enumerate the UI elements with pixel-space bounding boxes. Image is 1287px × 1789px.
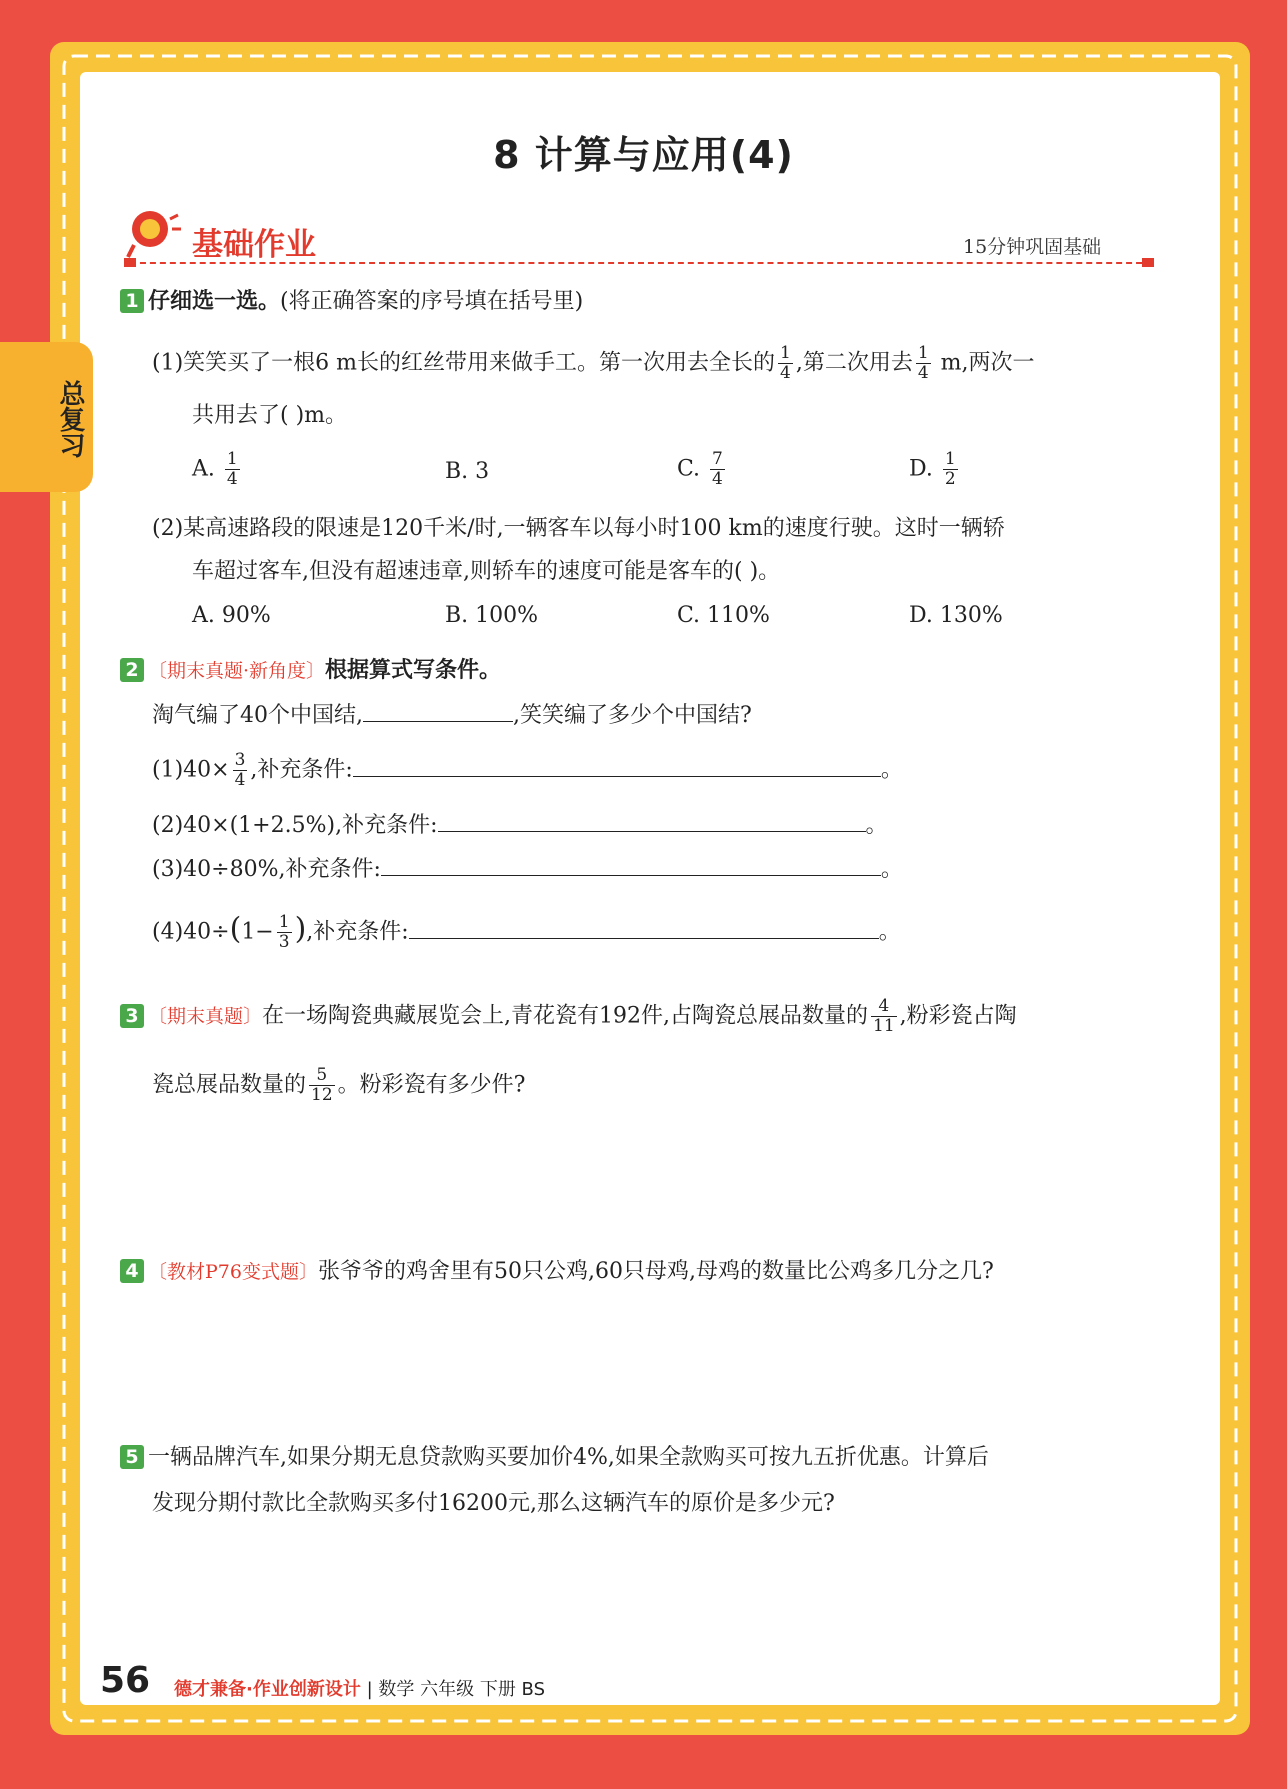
q4-line xyxy=(120,1257,994,1287)
option-label: A. xyxy=(192,456,215,482)
fraction xyxy=(871,997,897,1036)
answer-blank[interactable] xyxy=(409,918,879,939)
fraction xyxy=(277,913,292,952)
footer-text xyxy=(174,1675,545,1701)
footer-brand: 德才兼备·作业创新设计 xyxy=(174,1679,361,1700)
option-label: B. xyxy=(445,603,469,628)
page-number: 56 xyxy=(100,1660,151,1701)
q1-p2-option-b xyxy=(445,601,538,631)
q4-number: 4 xyxy=(120,1259,144,1283)
q5-number: 5 xyxy=(120,1445,144,1469)
q1-p1-option-d xyxy=(909,450,961,489)
q3-line2 xyxy=(152,1066,525,1105)
q2-item-end: 。 xyxy=(865,813,888,838)
footer-info: 数学 六年级 下册 BS xyxy=(378,1679,546,1700)
q4-text: 张爷爷的鸡舍里有50只公鸡,60只母鸡,母鸡的数量比公鸡多几分之几? xyxy=(317,1259,994,1284)
q1-p1-option-b xyxy=(445,457,489,487)
q2-item-text: ,补充条件: xyxy=(250,757,353,783)
option-value: 130% xyxy=(939,603,1003,628)
fraction-denominator: 4 xyxy=(226,469,238,489)
page-title: 8 计算与应用(4) xyxy=(493,133,794,177)
fraction-numerator: 1 xyxy=(226,449,238,469)
q2-item-1 xyxy=(152,751,903,790)
option-label: C. xyxy=(677,603,701,628)
q3-number: 3 xyxy=(120,1004,144,1028)
option-label: D. xyxy=(909,456,933,482)
fraction-denominator: 11 xyxy=(873,1016,895,1036)
q1-head: 仔细选一选。 xyxy=(148,289,281,314)
fraction-numerator: 7 xyxy=(712,449,723,469)
q1-instruction: (将正确答案的序号填在括号里) xyxy=(280,289,584,314)
q3-line1 xyxy=(120,997,1017,1036)
lightbulb-icon xyxy=(120,205,182,259)
paren-open: ( xyxy=(229,911,242,947)
fraction-numerator: 1 xyxy=(917,343,929,363)
q2-head: 根据算式写条件。 xyxy=(325,658,502,683)
divider-cap-right xyxy=(1142,258,1154,267)
paren-close: ) xyxy=(294,911,307,947)
q2-tag: 〔期末真题·新角度〕 xyxy=(148,660,326,682)
q2-item-end: 。 xyxy=(880,757,903,783)
q2-item-text: (4)40÷ xyxy=(152,919,230,945)
q2-item-text: (3)40÷80%,补充条件: xyxy=(152,857,381,882)
q1-number: 1 xyxy=(120,289,144,313)
fraction-numerator: 3 xyxy=(234,750,246,770)
option-value: 90% xyxy=(221,603,271,628)
q2-item-end: 。 xyxy=(878,919,901,945)
fraction xyxy=(710,450,725,489)
fraction-numerator: 1 xyxy=(278,912,290,932)
fraction-denominator: 4 xyxy=(780,363,791,383)
q1-p2-option-a xyxy=(192,601,271,631)
q2-heading xyxy=(120,656,501,686)
fraction-denominator: 12 xyxy=(311,1085,333,1105)
fraction xyxy=(309,1066,335,1105)
section-title: 基础作业 xyxy=(192,227,316,263)
q2-item-end: 。 xyxy=(880,857,903,882)
fraction-numerator: 1 xyxy=(780,343,791,363)
answer-blank[interactable] xyxy=(438,811,866,832)
option-label: D. xyxy=(909,603,933,628)
fraction xyxy=(778,344,793,383)
q2-item-3 xyxy=(152,855,903,885)
q1-p2-option-c xyxy=(677,601,770,631)
q3-text: 。粉彩瓷有多少件? xyxy=(337,1072,526,1098)
q5-text: 一辆品牌汽车,如果分期无息贷款购买要加价4%,如果全款购买可按九五折优惠。计算后 xyxy=(148,1445,989,1470)
q1-p2-option-d xyxy=(909,601,1003,631)
section-divider xyxy=(130,262,1152,264)
side-tab-label: 总复习 xyxy=(55,380,85,458)
q1-p2-line2: 车超过客车,但没有超速违章,则轿车的速度可能是客车的( )。 xyxy=(192,559,781,584)
q1-p1-text: m,两次一 xyxy=(933,350,1035,376)
q2-number: 2 xyxy=(120,658,144,682)
fraction-denominator: 4 xyxy=(917,363,929,383)
q2-item-text: (1)40× xyxy=(152,757,230,783)
answer-blank[interactable] xyxy=(381,855,881,876)
fraction xyxy=(233,751,248,790)
fraction xyxy=(916,344,931,383)
q2-stem-blank[interactable] xyxy=(363,701,513,722)
q4-tag: 〔教材P76变式题〕 xyxy=(148,1261,318,1283)
option-value: 100% xyxy=(475,603,539,628)
q3-text: 瓷总展品数量的 xyxy=(152,1072,307,1098)
fraction-numerator: 1 xyxy=(944,449,956,469)
section-note: 15分钟巩固基础 xyxy=(963,236,1102,258)
answer-blank[interactable] xyxy=(353,756,881,777)
q2-item-text: ,补充条件: xyxy=(306,919,409,945)
fraction-denominator: 3 xyxy=(278,932,290,952)
fraction-denominator: 4 xyxy=(234,770,246,790)
fraction xyxy=(943,450,958,489)
q1-heading xyxy=(120,287,583,317)
q1-p1-option-a xyxy=(192,450,243,489)
fraction-denominator: 2 xyxy=(944,469,956,489)
q2-stem-text: ,笑笑编了多少个中国结? xyxy=(513,703,752,728)
fraction xyxy=(225,450,240,489)
q1-p2-line1: (2)某高速路段的限速是120千米/时,一辆客车以每小时100 km的速度行驶。这时一辆轿 xyxy=(152,516,1005,541)
footer-separator: | xyxy=(366,1679,373,1700)
fraction-numerator: 4 xyxy=(878,996,890,1016)
q3-tag: 〔期末真题〕 xyxy=(148,1005,263,1028)
q2-item-2 xyxy=(152,811,888,841)
q2-stem xyxy=(152,701,752,731)
q3-text: 在一场陶瓷典藏展览会上,青花瓷有192件,占陶瓷总展品数量的 xyxy=(262,1003,868,1029)
q3-text: ,粉彩瓷占陶 xyxy=(899,1003,1017,1029)
q2-item-text: (2)40×(1+2.5%),补充条件: xyxy=(152,813,438,838)
q5-line1 xyxy=(120,1443,989,1473)
q1-p1-text: (1)笑笑买了一根6 m长的红丝带用来做手工。第一次用去全长的 xyxy=(152,350,776,376)
fraction-numerator: 5 xyxy=(316,1065,328,1085)
q1-p1-text: ,第二次用去 xyxy=(795,350,913,376)
option-label: A. xyxy=(192,603,215,628)
fraction-denominator: 4 xyxy=(712,469,723,489)
option-label: B. xyxy=(445,459,469,484)
q1-p1-option-c xyxy=(677,450,728,489)
q2-item-text: 1− xyxy=(241,919,274,945)
q2-item-4 xyxy=(152,913,901,952)
q2-stem-text: 淘气编了40个中国结, xyxy=(152,703,363,728)
q1-p1-line1 xyxy=(152,344,1035,383)
option-value: 110% xyxy=(707,603,770,628)
divider-cap-left xyxy=(124,258,136,267)
q1-p1-line2: 共用去了( )m。 xyxy=(192,403,348,428)
q5-line2: 发现分期付款比全款购买多付16200元,那么这辆汽车的原价是多少元? xyxy=(152,1491,835,1516)
option-label: C. xyxy=(677,456,701,482)
option-value: 3 xyxy=(475,459,490,484)
